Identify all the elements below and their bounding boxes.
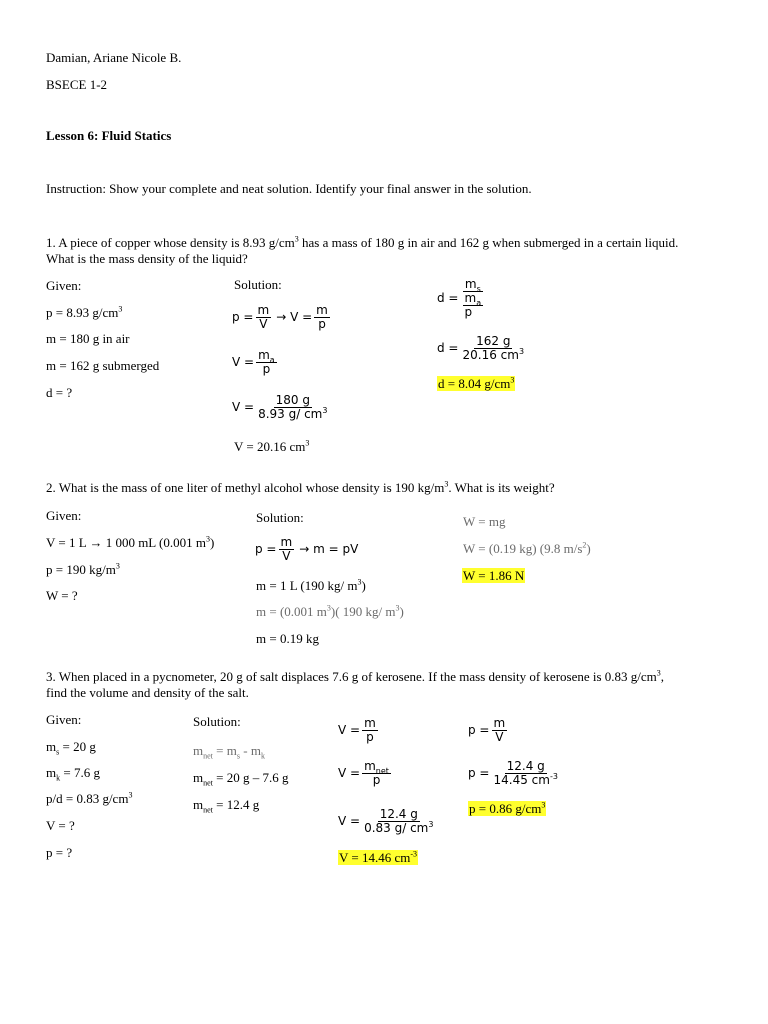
problem1-volume-formula: V = $\frac{m_a}{p}$: [232, 347, 275, 376]
problem3-density-formula: p = $\frac{m}{V}$: [468, 715, 506, 744]
problem1-volume-substitution: V = $\frac{180 g}{8.93 g/ cm^3}$: [232, 392, 328, 421]
problem3-volume-substitution: V = $\frac{12.4 g}{0.83 g/ cm^3}$: [338, 806, 434, 835]
problem2-step2: m = (0.001 $m^3$)( 190 kg/ $m^3$): [256, 603, 404, 619]
problem1-given-mass-submerged: m = 162 g submerged: [46, 358, 160, 373]
problem3-question-line2: find the volume and density of the salt.: [46, 685, 249, 700]
problem3-volume-formula: V = $\frac{m}{p}$: [338, 715, 376, 744]
problem3-given-density: p/d = 0.83 $g/cm^3$: [46, 790, 133, 806]
problem3-given-label: Given:: [46, 712, 82, 727]
problem3-density-answer: p = 0.86 $g/cm^3$: [469, 800, 546, 816]
problem2-weight-substitution: W = (0.19 kg) (9.8 $m/s^2$): [463, 540, 591, 556]
problem1-given-label: Given:: [46, 278, 82, 293]
problem1-question-line2: What is the mass density of the liquid?: [46, 251, 248, 266]
instruction-text: Instruction: Show your complete and neat solution. Identify your final answer in the solution.: [46, 181, 532, 196]
problem1-question: 1. A piece of copper whose density is 8.93 $g/cm^3$ has a mass of 180 g in air and 162 g when submerged in a certain liquid.: [46, 234, 679, 250]
problem1-solution-label: Solution:: [234, 277, 282, 292]
problem2-question: 2. What is the mass of one liter of methyl alcohol whose density is 190 $kg/m^3$. What is its weight?: [46, 479, 555, 495]
problem2-mass-formula: p = $\frac{m}{V}$ → m = pV: [255, 534, 359, 563]
problem2-solution-label: Solution:: [256, 510, 304, 525]
problem3-step3: $m_{net} = 12.4$ g: [193, 797, 260, 815]
problem3-step2: $m_{net} = 20$ g – 7.6 g: [193, 770, 289, 788]
problem1-given-mass-air: m = 180 g in air: [46, 331, 130, 346]
problem3-volume-net-formula: V = $\frac{m_{net}}{p}$: [338, 758, 389, 787]
problem3-given-kerosene-mass: $m_k = 7.6$ g: [46, 765, 100, 783]
problem2-given-label: Given:: [46, 508, 82, 523]
problem1-density-formula: p = $\frac{m}{V}$ → V = $\frac{m}{p}$: [232, 302, 328, 331]
problem3-solution-label: Solution:: [193, 714, 241, 729]
problem1-answer: d = 8.04 $g/cm^3$: [438, 375, 515, 391]
student-name: Damian, Ariane Nicole B.: [46, 50, 182, 65]
problem2-mass-result: m = 0.19 kg: [256, 631, 319, 646]
problem3-given-salt-mass: $m_s = 20$ g: [46, 739, 96, 757]
problem1-liquid-density-formula: d = $\frac{m_s}{\frac{m_a}{p}}$: [437, 276, 482, 319]
problem1-given-density: p = 8.93 $g/cm^3$: [46, 304, 123, 320]
problem1-volume-result: V = 20.16 $cm^3$: [234, 438, 310, 454]
student-section: BSECE 1-2: [46, 77, 108, 92]
problem2-given-density: p = 190 $kg/m^3$: [46, 561, 120, 577]
problem3-given-salt-density: p = ?: [46, 845, 73, 860]
problem3-step1: $m_{net} = m_s - m_k$: [193, 743, 265, 761]
problem3-given-volume: V = ?: [46, 818, 75, 833]
problem1-liquid-density-substitution: d = $\frac{162 g}{20.16 cm^3}$: [437, 333, 525, 362]
problem3-volume-answer: V = 14.46 $cm^{-3}$: [339, 849, 418, 865]
problem3-question: 3. When placed in a pycnometer, 20 g of salt displaces 7.6 g of kerosene. If the mass density of kerosene is 0.83 $g/cm^3$,: [46, 668, 665, 684]
problem2-weight-formula: W = mg: [463, 514, 506, 529]
problem2-given-volume: V = 1 L → 1 000 mL (0.001 $m^3$): [46, 534, 215, 550]
problem1-given-unknown: d = ?: [46, 385, 73, 400]
lesson-title: Lesson 6: Fluid Statics: [46, 128, 172, 143]
problem2-given-weight: W = ?: [46, 588, 78, 603]
problem2-answer: W = 1.86 N: [463, 568, 525, 583]
problem2-step1: m = 1 L (190 kg/ $m^3$): [256, 577, 366, 593]
problem3-density-substitution: p = $\frac{12.4 g}{14.45 cm^{-3}}$: [468, 758, 558, 787]
